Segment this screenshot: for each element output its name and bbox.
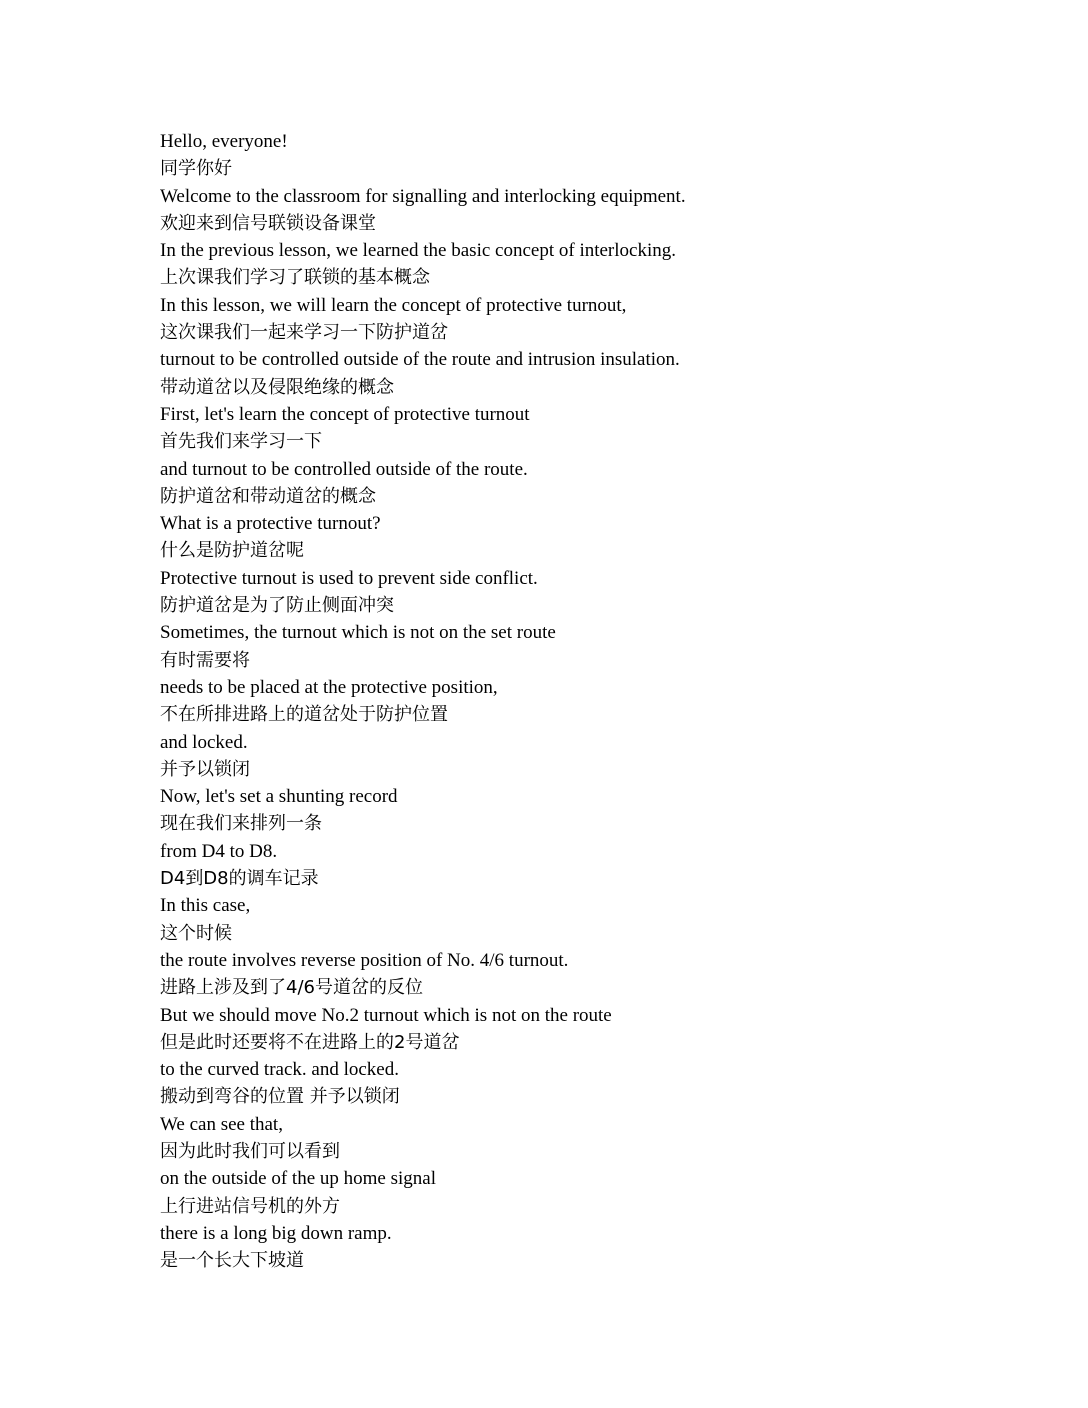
transcript-line-english: from D4 to D8. [160,840,278,862]
transcript-line-english: We can see that, [160,1113,283,1135]
transcript-line-chinese: 因为此时我们可以看到 [160,1140,340,1162]
transcript-line-chinese: 这次课我们一起来学习一下防护道岔 [160,322,448,344]
transcript-line-english: Now, let's set a shunting record [160,786,398,808]
transcript-line-chinese: 搬动到弯谷的位置 并予以锁闭 [160,1086,400,1108]
transcript-line-chinese: 但是此时还要将不在进路上的2号道岔 [160,1031,460,1053]
transcript-line-chinese: 什么是防护道岔呢 [160,540,304,562]
transcript-line-english: on the outside of the up home signal [160,1168,436,1190]
transcript-line-chinese: 同学你好 [160,158,232,180]
transcript-line-chinese: 上行进站信号机的外方 [160,1195,340,1217]
transcript-line-chinese: 进路上涉及到了4/6号道岔的反位 [160,977,423,999]
transcript-line-chinese: 并予以锁闭 [160,758,250,780]
transcript-line-chinese: 首先我们来学习一下 [160,431,322,453]
transcript-text [160,128,1040,1274]
transcript-line-english: and locked. [160,731,248,753]
transcript-line-english: But we should move No.2 turnout which is not on the route [160,1004,612,1026]
transcript-line-english: First, let's learn the concept of protective turnout [160,403,530,425]
transcript-line-chinese: D4到D8的调车记录 [160,868,319,890]
transcript-line-chinese: 不在所排进路上的道岔处于防护位置 [160,704,448,726]
transcript-line-english: there is a long big down ramp. [160,1222,392,1244]
transcript-line-chinese: 有时需要将 [160,649,250,671]
transcript-line-english: Welcome to the classroom for signalling and interlocking equipment. [160,185,686,207]
transcript-line-chinese: 带动道岔以及侵限绝缘的概念 [160,376,394,398]
transcript-line-chinese: 防护道岔是为了防止侧面冲突 [160,595,394,617]
transcript-line-chinese: 防护道岔和带动道岔的概念 [160,485,376,507]
transcript-line-english: In this lesson, we will learn the concept of protective turnout, [160,294,627,316]
transcript-line-chinese: 这个时候 [160,922,232,944]
transcript-line-english: In the previous lesson, we learned the basic concept of interlocking. [160,240,676,262]
transcript-line-english: What is a protective turnout? [160,513,381,535]
transcript-line-english: the route involves reverse position of No. 4/6 turnout. [160,949,569,971]
transcript-line-chinese: 现在我们来排列一条 [160,813,322,835]
transcript-line-english: and turnout to be controlled outside of the route. [160,458,528,480]
transcript-line-english: Sometimes, the turnout which is not on the set route [160,622,556,644]
transcript-line-english: In this case, [160,895,251,917]
transcript-line-english: Hello, everyone! [160,131,288,152]
transcript-line-chinese: 欢迎来到信号联锁设备课堂 [160,212,376,234]
transcript-line-chinese: 是一个长大下坡道 [160,1250,304,1272]
transcript-line-chinese: 上次课我们学习了联锁的基本概念 [160,267,430,289]
transcript-line-english: needs to be placed at the protective position, [160,676,498,698]
transcript-line-english: turnout to be controlled outside of the route and intrusion insulation. [160,349,680,371]
transcript-line-english: to the curved track. and locked. [160,1059,399,1081]
transcript-line-english: Protective turnout is used to prevent side conflict. [160,567,538,589]
